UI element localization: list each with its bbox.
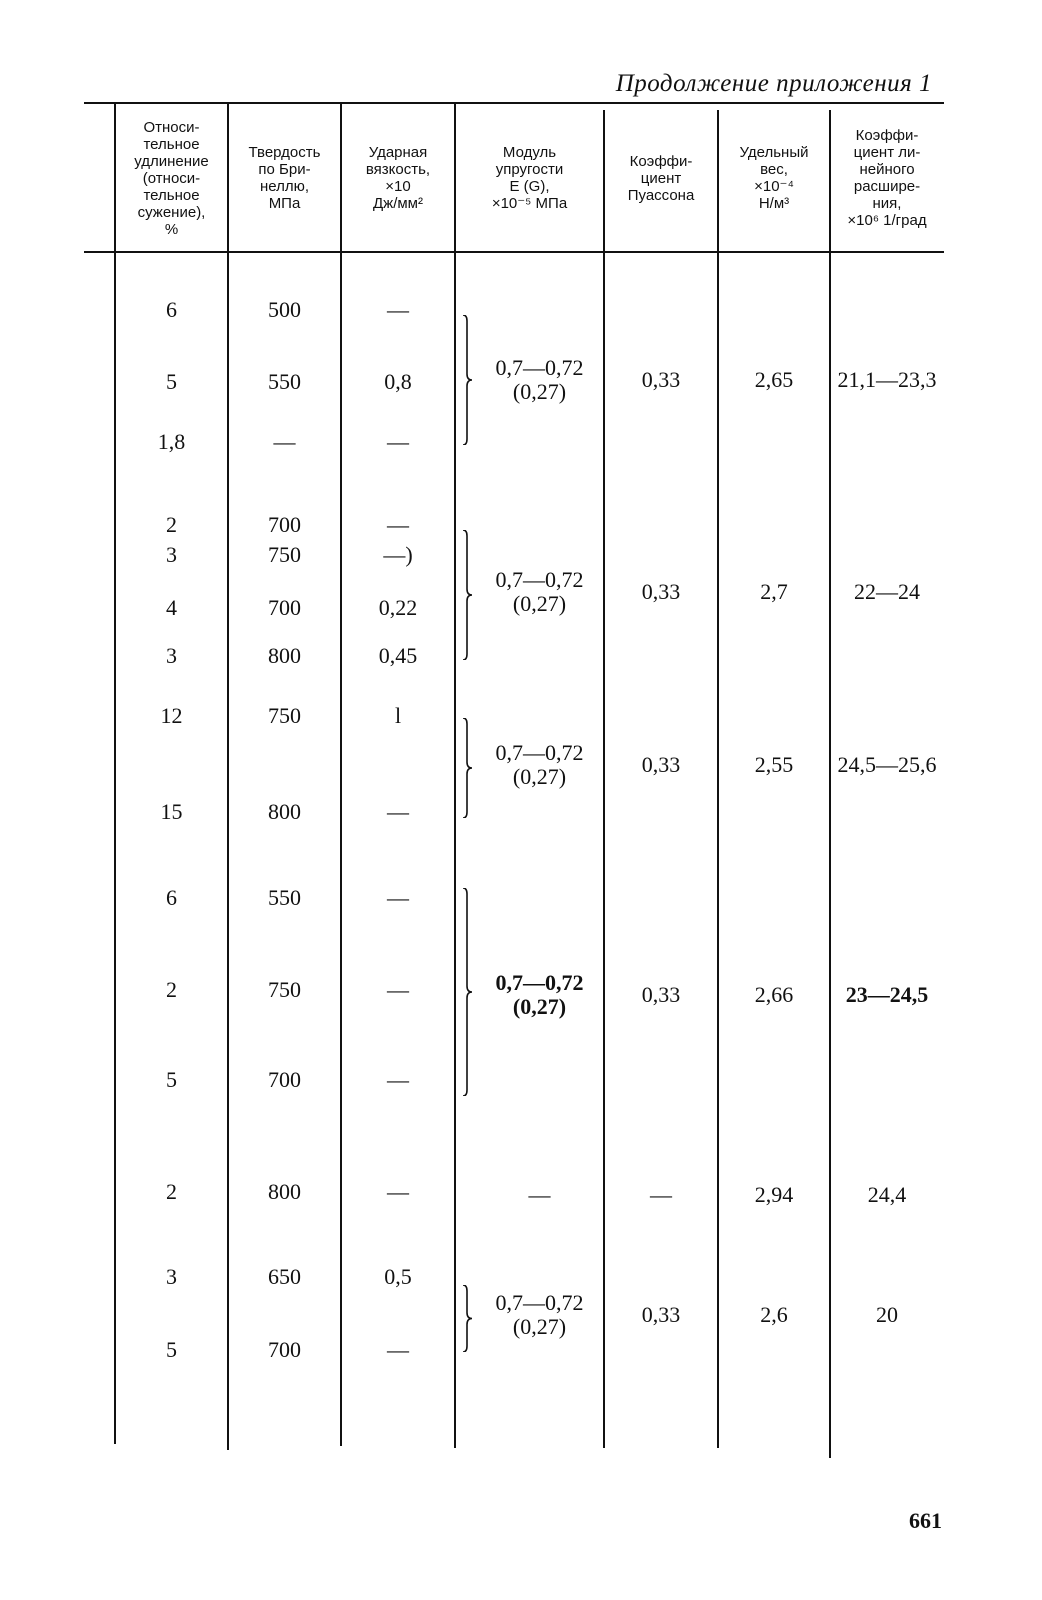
weight-cell: 2,6 <box>760 1302 788 1327</box>
poisson-cell: — <box>650 1182 672 1207</box>
elongation-cell: 4 <box>166 595 177 620</box>
hardness-cell: 800 <box>268 643 301 668</box>
modulus-shear-value: (0,27) <box>512 764 567 789</box>
impact-cell: 0,22 <box>378 595 418 620</box>
elongation-cell: 15 <box>160 799 183 824</box>
elongation-cell: 5 <box>166 1067 177 1092</box>
column-divider <box>603 110 605 1448</box>
modulus-shear-value: (0,27) <box>512 994 567 1019</box>
elongation-cell: 2 <box>166 512 177 537</box>
column-divider <box>717 110 719 1448</box>
header-poisson: Коэффи- циент Пуассона <box>627 152 695 204</box>
hardness-cell: 550 <box>268 369 301 394</box>
hardness-cell: 650 <box>268 1264 301 1289</box>
elongation-cell: 5 <box>166 1337 177 1362</box>
hardness-cell: 700 <box>268 1067 301 1092</box>
weight-cell: 2,65 <box>754 367 794 392</box>
poisson-cell: 0,33 <box>641 367 681 392</box>
hardness-cell: 750 <box>268 977 301 1002</box>
modulus-value: 0,7—0,72 <box>495 1290 584 1315</box>
expansion-cell: 20 <box>876 1302 898 1327</box>
hardness-cell: 750 <box>268 542 301 567</box>
impact-cell: — <box>387 977 409 1002</box>
impact-cell: 0,8 <box>384 369 412 394</box>
hardness-cell: 800 <box>268 1179 301 1204</box>
hardness-cell: 700 <box>268 595 301 620</box>
modulus-value: — <box>528 1182 551 1207</box>
hardness-cell: 750 <box>268 703 301 728</box>
group-brace <box>461 888 473 1096</box>
elongation-cell: 3 <box>166 1264 177 1289</box>
column-divider <box>454 104 456 1448</box>
elongation-cell: 2 <box>166 977 177 1002</box>
header-expansion: Коэффи- циент ли- нейного расшире- ния, ×10⁶ 1/град <box>847 127 927 229</box>
hardness-cell: 500 <box>268 297 301 322</box>
elongation-cell: 2 <box>166 1179 177 1204</box>
poisson-cell: 0,33 <box>641 752 681 777</box>
weight-cell: 2,55 <box>754 752 794 777</box>
weight-cell: 2,66 <box>754 982 794 1007</box>
header-elongation: Относи- тельное удлинение (относи- тельное сужение), % <box>134 118 209 238</box>
modulus-shear-value: (0,27) <box>512 1314 567 1339</box>
impact-cell: 0,5 <box>384 1264 412 1289</box>
poisson-cell: 0,33 <box>641 982 681 1007</box>
impact-cell: l <box>394 703 402 728</box>
weight-cell: 2,94 <box>754 1182 794 1207</box>
hardness-cell: 700 <box>268 1337 301 1362</box>
table-caption: Продолжение приложения 1 <box>615 70 932 97</box>
elongation-cell: 6 <box>166 885 177 910</box>
header-top-rule <box>84 102 944 104</box>
expansion-cell: 21,1—23,3 <box>837 367 937 392</box>
impact-cell: — <box>387 297 409 322</box>
poisson-cell: 0,33 <box>641 579 681 604</box>
modulus-value: 0,7—0,72 <box>495 567 584 592</box>
modulus-shear-value: (0,27) <box>512 379 567 404</box>
impact-cell: 0,45 <box>378 643 418 668</box>
impact-cell: — <box>387 1179 409 1204</box>
expansion-cell: 22—24 <box>854 579 920 604</box>
header-hardness: Твердость по Бри- неллю, МПа <box>248 144 321 212</box>
hardness-cell: 700 <box>268 512 301 537</box>
modulus-shear-value: (0,27) <box>512 591 567 616</box>
elongation-cell: 6 <box>166 297 177 322</box>
expansion-cell: 24,5—25,6 <box>837 752 937 777</box>
header-impact: Ударная вязкость, ×10 Дж/мм² <box>365 144 431 212</box>
header-weight: Удельный вес, ×10⁻⁴ Н/м³ <box>739 144 809 212</box>
group-brace <box>461 530 473 660</box>
group-brace <box>461 718 473 818</box>
impact-cell: — <box>387 1067 409 1092</box>
modulus-value: 0,7—0,72 <box>495 355 584 380</box>
page-number: 661 <box>909 1508 942 1533</box>
elongation-cell: 1,8 <box>157 429 186 454</box>
impact-cell: — <box>387 429 409 454</box>
impact-cell: — <box>387 512 409 537</box>
impact-cell: — <box>387 799 409 824</box>
impact-cell: —) <box>383 542 413 567</box>
weight-cell: 2,7 <box>760 579 788 604</box>
elongation-cell: 3 <box>166 643 177 668</box>
poisson-cell: 0,33 <box>641 1302 681 1327</box>
elongation-cell: 3 <box>166 542 177 567</box>
header-bottom-rule <box>84 251 944 253</box>
impact-cell: — <box>387 1337 409 1362</box>
hardness-cell: 800 <box>268 799 301 824</box>
modulus-value: 0,7—0,72 <box>495 740 584 765</box>
expansion-cell: 24,4 <box>867 1182 907 1207</box>
header-modulus: Модуль упругости E (G), ×10⁻⁵ МПа <box>491 144 568 212</box>
group-brace <box>461 1285 473 1352</box>
modulus-value: 0,7—0,72 <box>495 970 584 995</box>
column-divider <box>829 110 831 1458</box>
impact-cell: — <box>387 885 409 910</box>
hardness-cell: — <box>273 429 296 454</box>
group-brace <box>461 315 473 445</box>
hardness-cell: 550 <box>268 885 301 910</box>
expansion-cell: 23—24,5 <box>845 982 929 1007</box>
elongation-cell: 12 <box>160 703 183 728</box>
elongation-cell: 5 <box>166 369 177 394</box>
